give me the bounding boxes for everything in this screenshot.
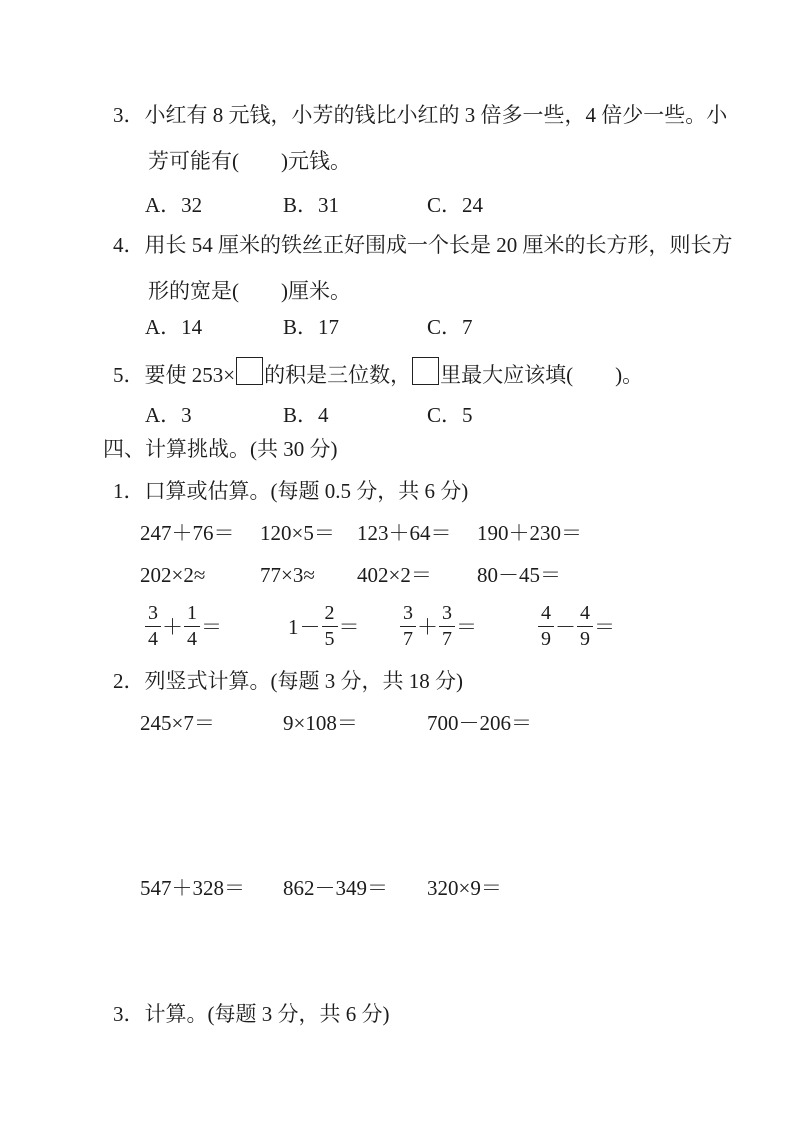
numerator: 1 (184, 602, 200, 627)
subsection-1-heading: 1．口算或估算。(每题 0.5 分，共 6 分) (113, 479, 469, 503)
column-expression: 547＋328＝ (140, 876, 245, 900)
fraction (145, 602, 161, 651)
oral-expression: 80－45＝ (477, 563, 561, 587)
numerator: 3 (439, 602, 455, 627)
fraction-calc-row (0, 602, 793, 658)
column-expression: 862－349＝ (283, 876, 388, 900)
denominator: 5 (324, 628, 335, 650)
question-4-option-c: C．7 (427, 315, 473, 339)
blank-square-box (236, 357, 263, 385)
denominator: 7 (403, 628, 413, 650)
equals-sign: ＝ (456, 614, 477, 639)
fraction (577, 602, 593, 651)
question-3-line-2: 芳可能有( )元钱。 (148, 149, 351, 173)
question-5-segment-3: 里最大应该填( )。 (440, 363, 644, 387)
numerator: 4 (538, 602, 554, 627)
equals-sign: ＝ (338, 614, 360, 639)
oral-calc-row-2 (0, 560, 793, 590)
numerator: 2 (322, 602, 338, 627)
blank-square-box (412, 357, 439, 385)
denominator: 9 (580, 628, 590, 650)
question-4-option-a: A．14 (145, 315, 203, 339)
question-5-option-c: C．5 (427, 403, 473, 427)
question-3-option-a: A．32 (145, 193, 203, 217)
denominator: 4 (148, 628, 158, 650)
oral-expression: 77×3≈ (260, 563, 315, 587)
denominator: 4 (187, 628, 197, 650)
oral-expression: 402×2＝ (357, 563, 432, 587)
question-4-line-2: 形的宽是( )厘米。 (148, 279, 351, 303)
column-calc-row-2 (0, 873, 793, 903)
numerator: 3 (400, 602, 416, 627)
question-5-line (113, 357, 643, 390)
question-5-segment-1: 5．要使 253× (113, 363, 236, 387)
oral-calc-row-1 (0, 518, 793, 548)
numerator: 3 (145, 602, 161, 627)
numerator: 4 (577, 602, 593, 627)
fraction (538, 602, 554, 651)
subsection-3-heading: 3．计算。(每题 3 分，共 6 分) (113, 1002, 390, 1026)
question-3-option-b: B．31 (283, 193, 340, 217)
oral-expression: 202×2≈ (140, 563, 206, 587)
subsection-2-heading: 2．列竖式计算。(每题 3 分，共 18 分) (113, 669, 463, 693)
fraction (184, 602, 200, 651)
question-4-option-b: B．17 (283, 315, 340, 339)
question-3-line-1: 3．小红有 8 元钱，小芳的钱比小红的 3 倍多一些，4 倍少一些。小 (113, 103, 728, 127)
question-4-line-1: 4．用长 54 厘米的铁丝正好围成一个长是 20 厘米的长方形，则长方 (113, 233, 733, 257)
oral-expression: 123＋64＝ (357, 521, 452, 545)
integer: 1 (288, 614, 299, 639)
fraction (439, 602, 455, 651)
question-5-option-b: B．4 (283, 403, 329, 427)
column-expression: 320×9＝ (427, 876, 502, 900)
denominator: 7 (442, 628, 452, 650)
denominator: 9 (541, 628, 551, 650)
oral-expression: 247＋76＝ (140, 521, 235, 545)
oral-expression: 120×5＝ (260, 521, 335, 545)
oral-expression: 190＋230＝ (477, 521, 582, 545)
fraction (322, 602, 338, 651)
question-3-option-c: C．24 (427, 193, 484, 217)
question-3-options (0, 190, 793, 220)
equals-sign: ＝ (594, 614, 615, 639)
column-expression: 9×108＝ (283, 711, 358, 735)
fraction-expression-3 (400, 602, 478, 651)
fraction (400, 602, 416, 651)
section-4-heading: 四、计算挑战。(共 30 分) (103, 437, 338, 461)
column-expression: 700－206＝ (427, 711, 532, 735)
equals-sign: ＝ (201, 614, 222, 639)
operator: － (555, 614, 576, 639)
fraction-expression-2 (288, 602, 361, 651)
operator: ＋ (417, 614, 438, 639)
question-5-option-a: A．3 (145, 403, 192, 427)
question-4-options (0, 312, 793, 342)
column-calc-row-1 (0, 708, 793, 738)
question-5-segment-2: 的积是三位数， (264, 363, 412, 387)
operator: － (299, 614, 321, 639)
question-5-options (0, 400, 793, 430)
column-expression: 245×7＝ (140, 711, 215, 735)
fraction-expression-4 (538, 602, 616, 651)
fraction-expression-1 (145, 602, 223, 651)
operator: ＋ (162, 614, 183, 639)
